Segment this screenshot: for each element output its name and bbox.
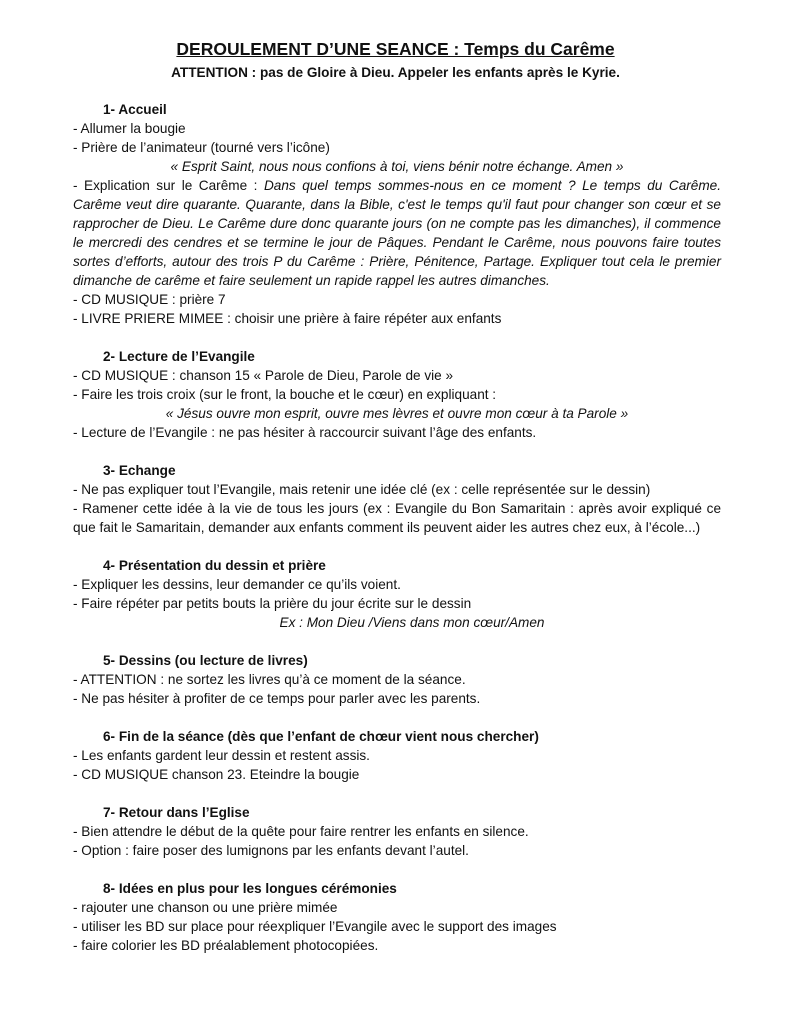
list-item: - faire colorier les BD préalablement photocopiées. (73, 938, 379, 953)
prayer-quote: « Esprit Saint, nous nous confions à toi, viens bénir notre échange. Amen » (170, 159, 624, 174)
list-item: - Faire répéter par petits bouts la prière du jour écrite sur le dessin (73, 596, 472, 611)
prayer-example: Ex : Mon Dieu /Viens dans mon cœur/Amen (279, 615, 545, 630)
section-echange (73, 461, 721, 537)
prayer-quote: « Jésus ouvre mon esprit, ouvre mes lèvres et ouvre mon cœur à ta Parole » (165, 406, 629, 421)
section-idees-en-plus (73, 879, 721, 955)
section-heading: 2- Lecture de l’Evangile (103, 349, 255, 364)
section-heading: 5- Dessins (ou lecture de livres) (103, 653, 308, 668)
list-item: - CD MUSIQUE chanson 23. Eteindre la bougie (73, 767, 360, 782)
list-item: - Les enfants gardent leur dessin et restent assis. (73, 748, 370, 763)
page-title: DEROULEMENT D’UNE SEANCE : Temps du Carême (176, 39, 615, 59)
section-accueil (73, 100, 721, 328)
section-retour-eglise (73, 803, 721, 860)
section-heading: 1- Accueil (103, 102, 167, 117)
section-dessins (73, 651, 721, 708)
list-item: - Expliquer les dessins, leur demander ce qu’ils voient. (73, 577, 401, 592)
list-item: - Option : faire poser des lumignons par les enfants devant l’autel. (73, 843, 469, 858)
list-item: - CD MUSIQUE : prière 7 (73, 292, 226, 307)
section-lecture-evangile (73, 347, 721, 442)
list-item: - Bien attendre le début de la quête pour faire rentrer les enfants en silence. (73, 824, 529, 839)
list-item: - CD MUSIQUE : chanson 15 « Parole de Dieu, Parole de vie » (73, 368, 454, 383)
list-item: - ATTENTION : ne sortez les livres qu’à ce moment de la séance. (73, 672, 466, 687)
explanation-text: Dans quel temps sommes-nous en ce moment ? Le temps du Carême. Carême veut dire quarante. Quarante, dans la Bible, c'est le temps qu'il faut pour changer son cœur et se rapprocher de Dieu. Le Carême dure donc quarante jours (on ne compte pas les dimanches), il commence le mercredi des cendres et se termine le jour de Pâques. Pendant le Carême, nous pouvons faire toutes sortes d’efforts, autour des trois P du Carême : Prière, Pénitence, Partage. Expliquer tout cela le premier dimanche de carême et faire seulement un rapide rappel les autres dimanches. (73, 178, 722, 288)
section-heading: 7- Retour dans l’Eglise (103, 805, 250, 820)
list-item: - Faire les trois croix (sur le front, la bouche et le cœur) en expliquant : (73, 387, 497, 402)
explanation-label: - Explication sur le Carême : (73, 178, 264, 193)
page-subtitle: ATTENTION : pas de Gloire à Dieu. Appeler les enfants après le Kyrie. (171, 65, 620, 80)
list-item: - Lecture de l’Evangile : ne pas hésiter à raccourcir suivant l’âge des enfants. (73, 425, 537, 440)
section-heading: 4- Présentation du dessin et prière (103, 558, 326, 573)
section-fin-seance (73, 727, 721, 784)
list-item: - Ramener cette idée à la vie de tous les jours (ex : Evangile du Bon Samaritain : après avoir expliqué ce que fait le Samaritain, demander aux enfants comment ils peuvent aider les autres chez eux, à l’école...) (73, 501, 721, 535)
document-body (73, 100, 721, 974)
list-item: - rajouter une chanson ou une prière mimée (73, 900, 338, 915)
section-heading: 3- Echange (103, 463, 176, 478)
list-item: - Ne pas hésiter à profiter de ce temps pour parler avec les parents. (73, 691, 481, 706)
section-heading: 8- Idées en plus pour les longues cérémonies (103, 881, 397, 896)
list-item: - LIVRE PRIERE MIMEE : choisir une prière à faire répéter aux enfants (73, 311, 502, 326)
section-heading: 6- Fin de la séance (dès que l’enfant de chœur vient nous chercher) (103, 729, 539, 744)
careme-explanation (73, 176, 721, 290)
list-item: - Prière de l’animateur (tourné vers l’icône) (73, 140, 330, 155)
list-item: - Allumer la bougie (73, 121, 186, 136)
list-item: - Ne pas expliquer tout l’Evangile, mais retenir une idée clé (ex : celle représentée sur le dessin) (73, 482, 651, 497)
list-item: - utiliser les BD sur place pour réexpliquer l’Evangile avec le support des images (73, 919, 557, 934)
section-presentation-dessin (73, 556, 721, 632)
